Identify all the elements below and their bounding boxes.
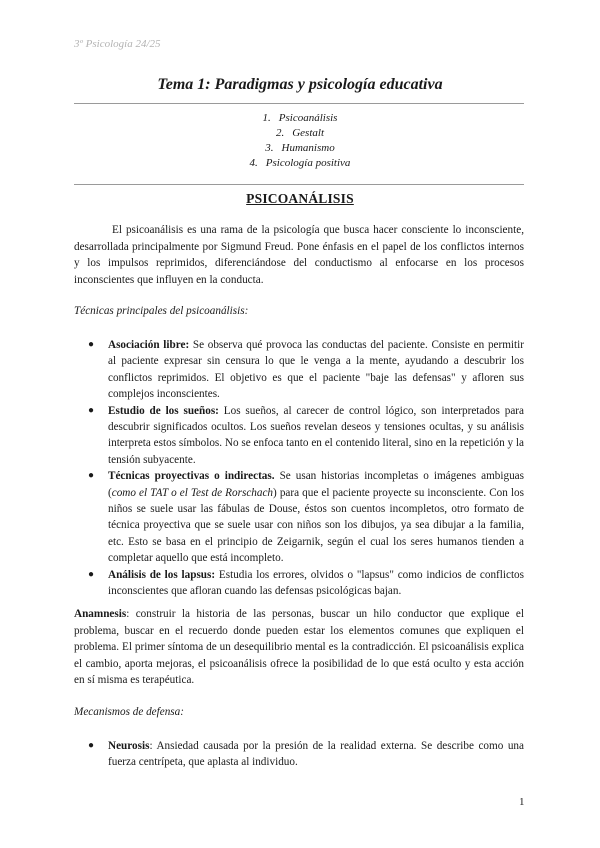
table-of-contents xyxy=(0,111,600,171)
course-header: 3º Psicología 24/25 xyxy=(74,38,161,50)
list-item: ● Técnicas proyectivas o indirectas. Se usan historias incompletas o imágenes ambiguas (como el TAT o el Test de Rorschach) para que el paciente proyecte su inconsciente. Con los niños se suele usar las fábulas de Douse, éstos son cuentos incompletos, otro formato de técnica proyectiva que se suele usar con niños son los dibujos, ya sea dibujar a la familia, etc. Esto se basa en el principio de Zeigarnik, según el cual los seres humanos tienden a completar aquello que está incompleto. xyxy=(88,470,524,565)
toc-item: 4. Psicología positiva xyxy=(249,157,351,169)
bullet-icon: ● xyxy=(88,568,95,580)
section-title: PSICOANÁLISIS xyxy=(246,191,354,206)
bullet-icon: ● xyxy=(88,404,95,416)
defense-heading: Mecanismos de defensa: xyxy=(74,706,184,718)
bullet-icon: ● xyxy=(88,339,95,350)
bullet-icon: ● xyxy=(88,740,95,751)
toc-item: 2. Gestalt xyxy=(275,127,325,139)
intro-paragraph: El psicoanálisis es una rama de la psicología que busca hacer consciente lo inconsciente, desarrollada principalmente por Sigmund Freud. Pone énfasis en el papel de los conflictos internos y los impulsos reprimidos, diferenciándose del conductismo al enfocarse en los procesos inconscientes que influyen en la conducta. xyxy=(74,224,524,286)
page-title: Tema 1: Paradigmas y psicología educativa xyxy=(157,76,443,93)
techniques-list xyxy=(74,337,524,600)
list-item: ● Neurosis: Ansiedad causada por la presión de la realidad externa. Se describe como una fuerza centrípeta, que aplasta al individuo. xyxy=(88,740,524,769)
techniques-heading: Técnicas principales del psicoanálisis: xyxy=(74,305,249,317)
toc-item: 3. Humanismo xyxy=(265,142,335,154)
anamnesis-paragraph: Anamnesis: construir la historia de las personas, buscar un hilo conductor que explique el problema, buscar en el recuerdo donde pueden estar los elementos comunes que expliquen el problema. El primer síntoma de un desequilibrio mental es la contradicción. El psicoanálisis explica el cambio, aporta mejoras, el psicoanálisis ofrece la posibilidad de lo que está oculto y esta acción en sí misma es terapéutica. xyxy=(74,608,524,687)
toc-item: 1. Psicoanálisis xyxy=(262,112,338,124)
divider-top xyxy=(74,103,524,104)
list-item: ● Asociación libre: Se observa qué provoca las conductas del paciente. Consiste en permitir al paciente expresar sin censura lo que le venga a la mente, ayudando a descubrir los conflictos reprimidos. El objetivo es que el paciente "baje las defensas" y afloren sus complejos inconscientes. xyxy=(88,339,524,401)
divider-bottom xyxy=(74,184,524,185)
list-item: ● Estudio de los sueños: Los sueños, al carecer de control lógico, son interpretados para descubrir significados ocultos. Los sueños revelan deseos y tensiones ocultas, y su análisis interpreta estos símbolos. No se enfoca tanto en el contenido literal, sino en la repetición y la tensión subyacente. xyxy=(88,404,524,466)
bullet-icon: ● xyxy=(88,470,95,482)
defense-list xyxy=(74,738,524,771)
list-item: ● Análisis de los lapsus: Estudia los errores, olvidos o "lapsus" como indicios de conflictos inconscientes que afloran cuando las defensas psicológicas bajan. xyxy=(88,568,525,598)
page-number: 1 xyxy=(519,796,525,808)
